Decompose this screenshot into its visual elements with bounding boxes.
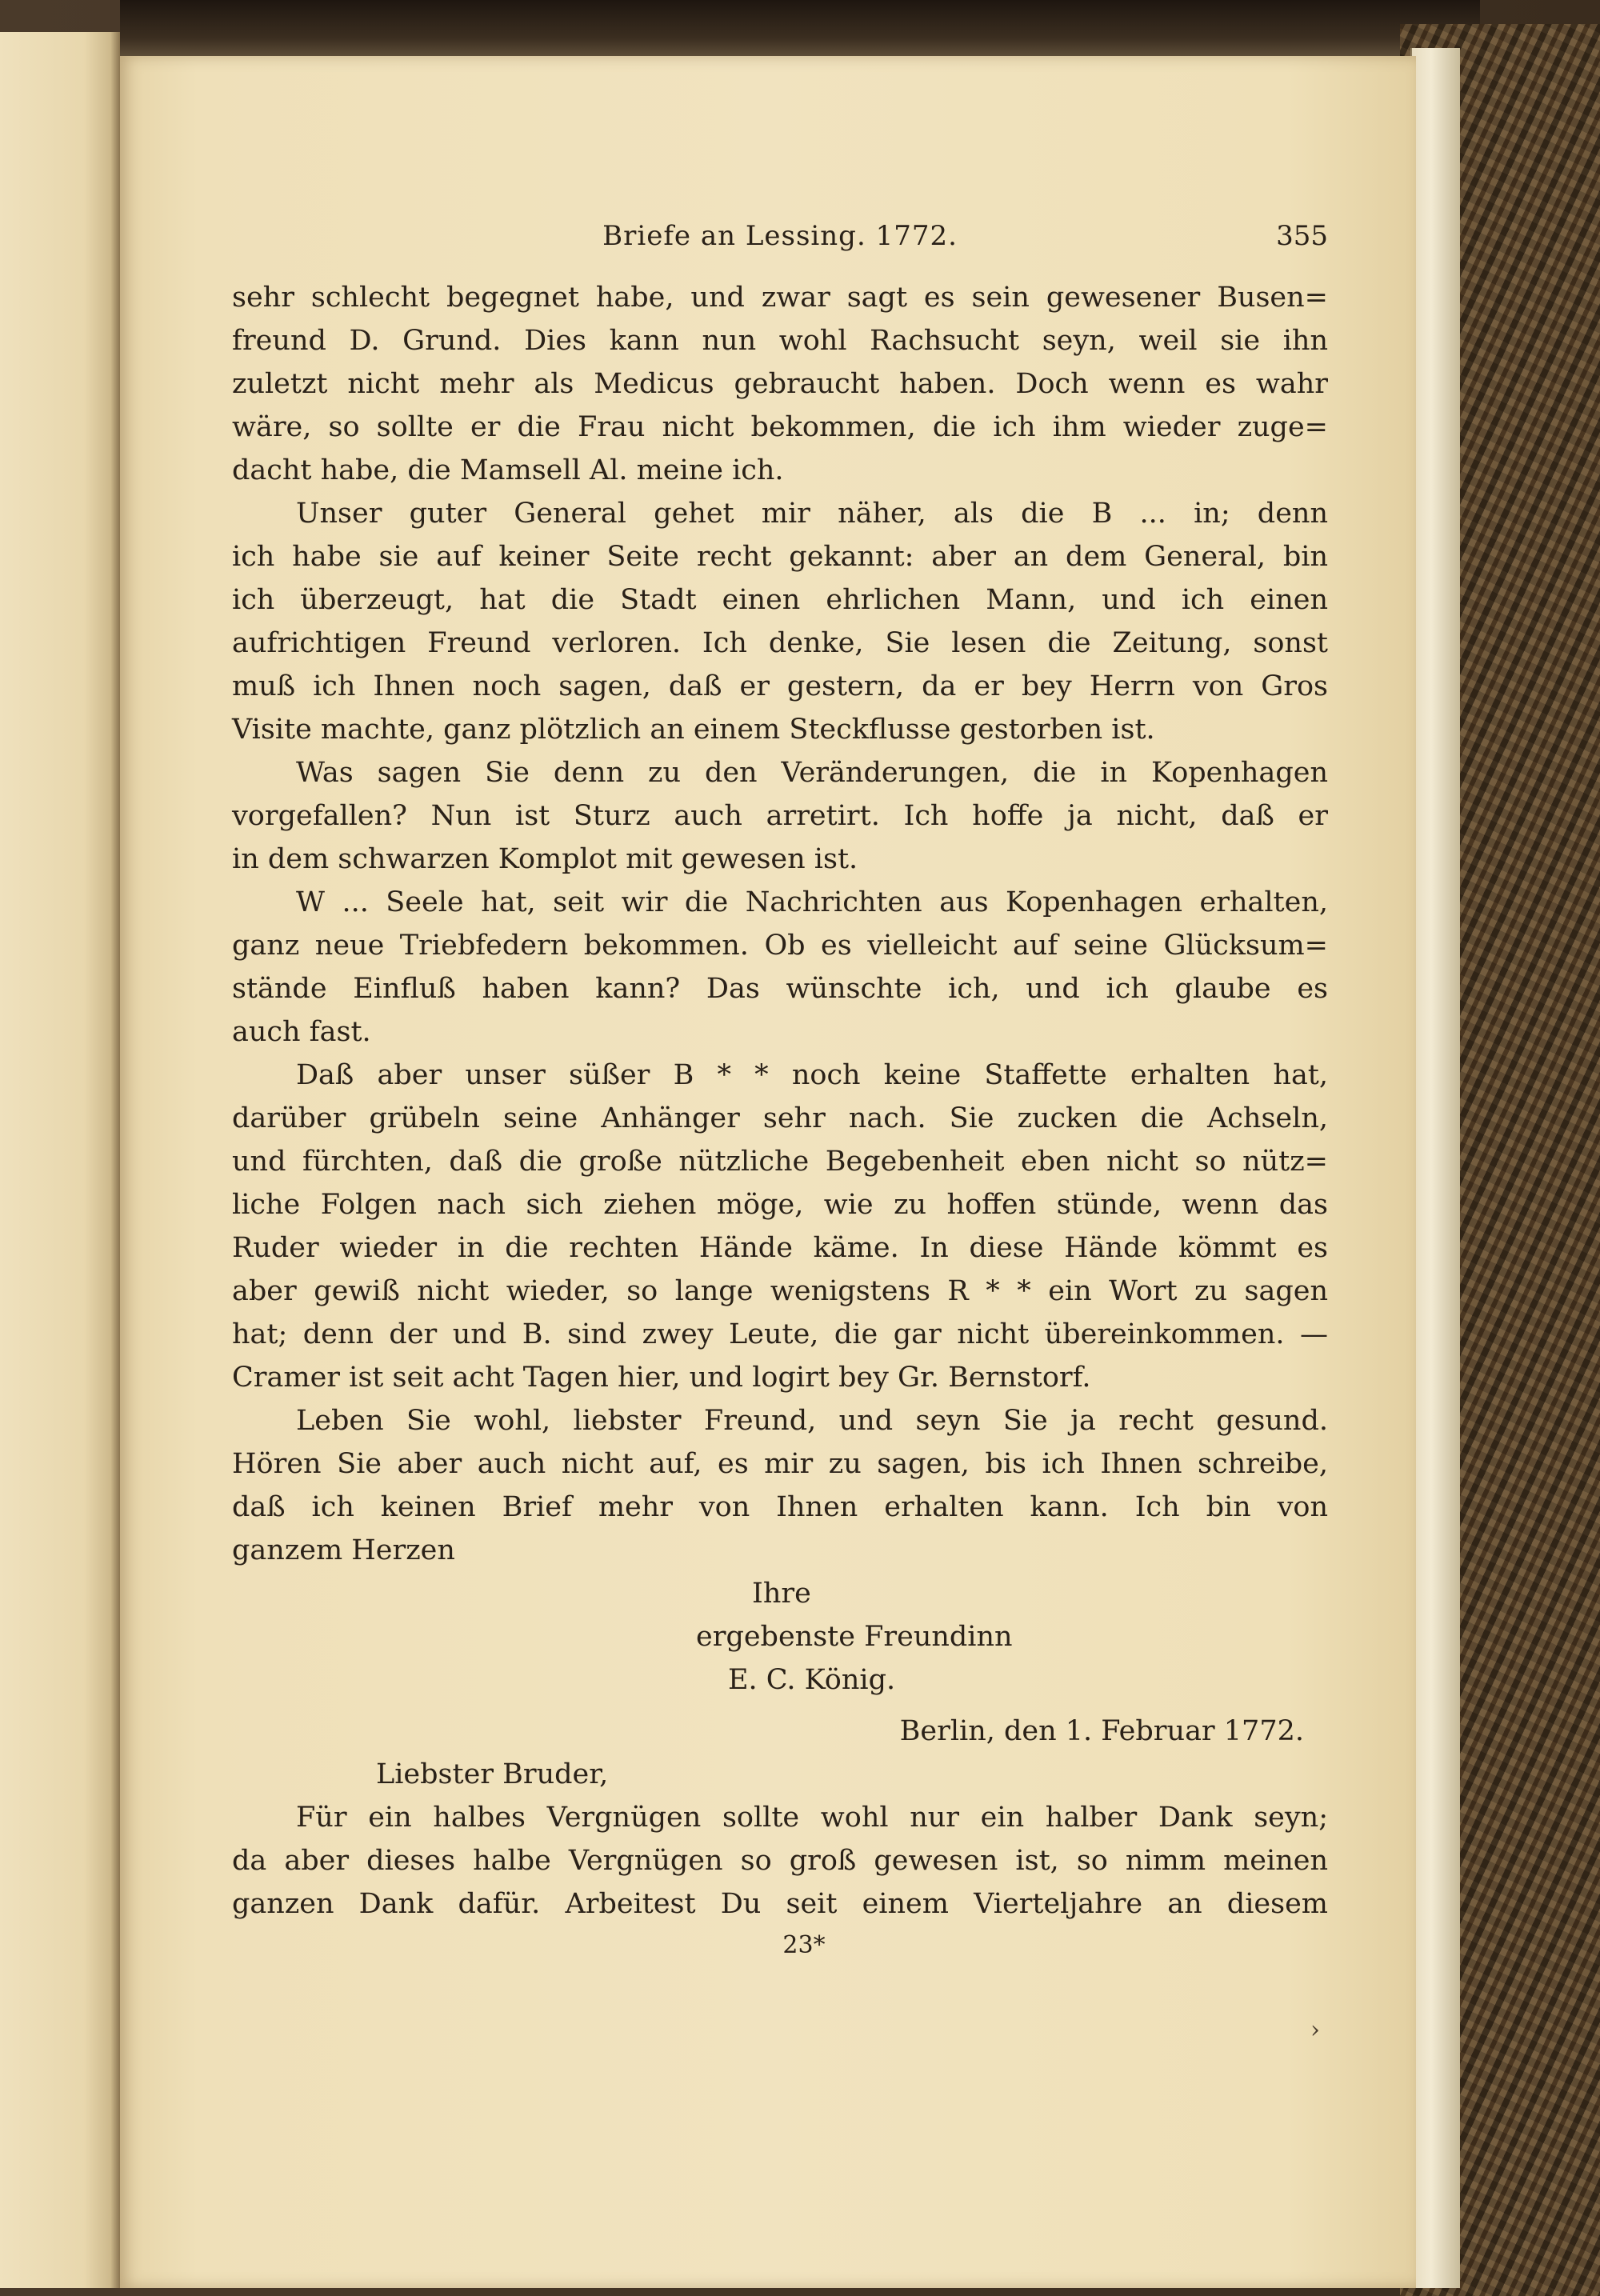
- page-header: [232, 220, 1328, 276]
- dateline: Berlin, den 1. Februar 1772.: [899, 1715, 1304, 1747]
- salutation: Liebster Bruder,: [376, 1758, 609, 1790]
- book-top-edge: [120, 0, 1480, 64]
- text-line: ganzen Dank dafür. Arbeitest Du seit einem Vierteljahre an diesem: [232, 1888, 1328, 1920]
- paragraph: [232, 751, 1328, 881]
- paragraph: [232, 1796, 1328, 1926]
- text-line: dacht habe, die Mamsell Al. meine ich.: [232, 454, 784, 486]
- book-page: [120, 56, 1416, 2288]
- text-line: Für ein halbes Vergnügen sollte wohl nur ein halber Dank seyn;: [296, 1802, 1328, 1834]
- text-line: Leben Sie wohl, liebster Freund, und seyn Sie ja recht gesund.: [296, 1405, 1328, 1437]
- text-line: muß ich Ihnen noch sagen, daß er gestern, da er bey Herrn von Gros: [232, 670, 1328, 702]
- printer-signature-mark: 23*: [782, 1931, 826, 1959]
- text-line: wäre, so sollte er die Frau nicht bekommen, die ich ihm wieder zuge=: [232, 411, 1328, 443]
- margin-mark: ›: [1310, 2016, 1320, 2044]
- text-line: ganzem Herzen: [232, 1534, 455, 1566]
- signature: E. C. König.: [728, 1664, 896, 1696]
- closing-line: ergebenste Freundinn: [696, 1621, 1013, 1653]
- text-line: Daß aber unser süßer B * * noch keine Staffette erhalten hat,: [296, 1059, 1328, 1091]
- paragraph: [232, 492, 1328, 751]
- text-line: liche Folgen nach sich ziehen möge, wie zu hoffen stünde, wenn das: [232, 1189, 1328, 1221]
- text-line: sehr schlecht begegnet habe, und zwar sagt es sein gewesener Busen=: [232, 282, 1328, 314]
- text-line: Hören Sie aber auch nicht auf, es mir zu sagen, bis ich Ihnen schreibe,: [232, 1448, 1328, 1480]
- page-number: 355: [1276, 220, 1328, 252]
- text-line: aber gewiß nicht wieder, so lange wenigstens R * * ein Wort zu sagen: [232, 1275, 1328, 1307]
- text-line: hat; denn der und B. sind zwey Leute, die gar nicht übereinkommen. —: [232, 1318, 1328, 1350]
- page-edges: [1410, 48, 1460, 2288]
- text-line: ganz neue Triebfedern bekommen. Ob es vielleicht auf seine Glücksum=: [232, 930, 1328, 962]
- letter-closing: [232, 1572, 1328, 1702]
- text-line: ich überzeugt, hat die Stadt einen ehrlichen Mann, und ich einen: [232, 584, 1328, 616]
- text-line: Ruder wieder in die rechten Hände käme. In diese Hände kömmt es: [232, 1232, 1328, 1264]
- text-line: aufrichtigen Freund verloren. Ich denke, Sie lesen die Zeitung, sonst: [232, 627, 1328, 659]
- text-line: W ... Seele hat, seit wir die Nachrichten aus Kopenhagen erhalten,: [296, 886, 1328, 918]
- paragraph: [232, 276, 1328, 492]
- text-line: Visite machte, ganz plötzlich an einem Steckflusse gestorben ist.: [232, 714, 1155, 746]
- text-line: stände Einfluß haben kann? Das wünschte ich, und ich glaube es: [232, 973, 1328, 1005]
- text-line: zuletzt nicht mehr als Medicus gebraucht haben. Doch wenn es wahr: [232, 368, 1328, 400]
- closing-line: Ihre: [752, 1578, 811, 1610]
- text-line: in dem schwarzen Komplot mit gewesen ist.: [232, 843, 858, 875]
- page-text: [232, 220, 1328, 1966]
- text-line: daß ich keinen Brief mehr von Ihnen erhalten kann. Ich bin von: [232, 1491, 1328, 1523]
- paragraph: [232, 1054, 1328, 1399]
- text-line: und fürchten, daß die große nützliche Begebenheit eben nicht so nütz=: [232, 1146, 1328, 1178]
- text-line: darüber grübeln seine Anhänger sehr nach. Sie zucken die Achseln,: [232, 1102, 1328, 1134]
- text-line: auch fast.: [232, 1016, 371, 1048]
- text-line: Cramer ist seit acht Tagen hier, und logirt bey Gr. Bernstorf.: [232, 1362, 1091, 1394]
- text-line: Unser guter General gehet mir näher, als die B ... in; denn: [296, 498, 1328, 530]
- text-line: vorgefallen? Nun ist Sturz auch arretirt. Ich hoffe ja nicht, daß er: [232, 800, 1328, 832]
- text-line: freund D. Grund. Dies kann nun wohl Rachsucht seyn, weil sie ihn: [232, 325, 1328, 357]
- running-title: Briefe an Lessing. 1772.: [602, 220, 958, 252]
- text-line: ich habe sie auf keiner Seite recht gekannt: aber an dem General, bin: [232, 541, 1328, 573]
- paragraph: [232, 881, 1328, 1054]
- paragraph: [232, 1399, 1328, 1572]
- text-line: da aber dieses halbe Vergnügen so groß gewesen ist, so nimm meinen: [232, 1845, 1328, 1877]
- left-page: [0, 32, 120, 2288]
- text-line: Was sagen Sie denn zu den Veränderungen, die in Kopenhagen: [296, 757, 1328, 789]
